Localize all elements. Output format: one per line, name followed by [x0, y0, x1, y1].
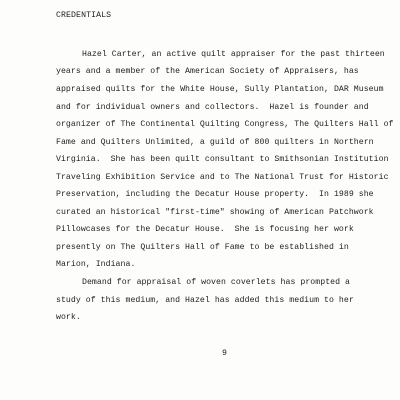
paragraph-line: Traveling Exhibition Service and to The National Trust for Historic: [56, 173, 389, 182]
paragraph-line: curated an historical "first-time" showing of American Patchwork: [56, 208, 374, 217]
paragraph-line: work.: [56, 313, 81, 322]
page-number: 9: [222, 349, 227, 358]
paragraph-line: and for individual owners and collectors. Hazel is founder and: [56, 103, 369, 112]
paragraph-line: Virginia. She has been quilt consultant to Smithsonian Institution: [56, 155, 389, 164]
paragraph-line: Hazel Carter, an active quilt appraiser for the past thirteen: [82, 50, 385, 59]
paragraph-line: Pillowcases for the Decatur House. She is focusing her work: [56, 225, 354, 234]
section-heading: CREDENTIALS: [56, 11, 112, 20]
paragraph-line: presently on The Quilters Hall of Fame to be established in: [56, 243, 349, 252]
paragraph-line: Fame and Quilters Unlimited, a guild of 800 quilters in Northern: [56, 138, 374, 147]
paragraph-line: Marion, Indiana.: [56, 260, 136, 269]
paragraph-line: years and a member of the American Society of Appraisers, has: [56, 67, 359, 76]
paragraph-line: organizer of The Continental Quilting Congress, The Quilters Hall of: [56, 120, 394, 129]
paragraph-line: Preservation, including the Decatur House property. In 1989 she: [56, 190, 374, 199]
paragraph-line: appraised quilts for the White House, Sully Plantation, DAR Museum: [56, 85, 384, 94]
paragraph-line: Demand for appraisal of woven coverlets has prompted a: [82, 278, 351, 287]
paragraph-line: study of this medium, and Hazel has added this medium to her: [56, 296, 354, 305]
